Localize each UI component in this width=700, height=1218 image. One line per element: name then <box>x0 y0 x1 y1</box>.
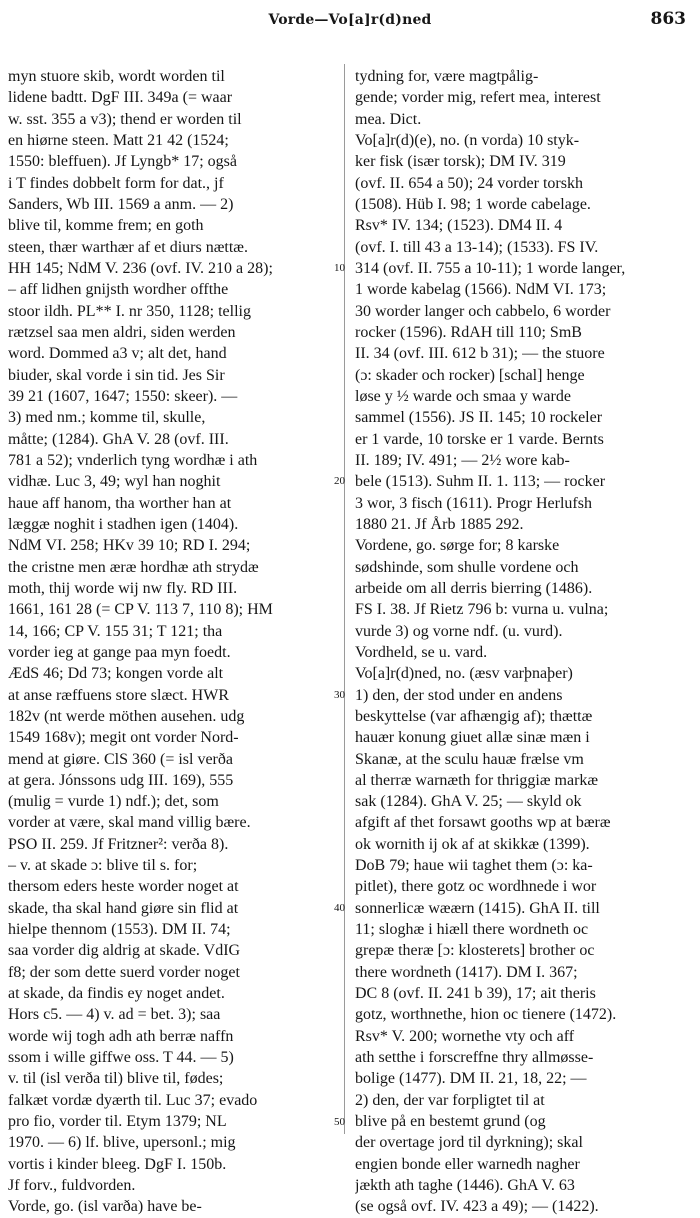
text-line: er 1 varde, 10 torske er 1 varde. Bernts <box>355 430 604 448</box>
text-line: løse y ½ warde och smaa y warde <box>355 387 571 405</box>
text-line: (ovf. I. till 43 a 13-14); (1533). FS IV. <box>355 238 599 256</box>
text-line: 1 worde kabelag (1566). NdM VI. 173; <box>355 281 607 299</box>
text-line: II. 34 (ovf. III. 612 b 31); — the stuore <box>355 345 605 363</box>
text-line: ok wornith ij ok af at skikkæ (1399). <box>355 835 590 853</box>
text-line: at skade, da findis ey noget andet. <box>8 985 225 1003</box>
text-line: der overtage jord til dyrkning); skal <box>355 1134 583 1152</box>
line-number-marker: 20 <box>334 475 345 488</box>
text-line: f8; der som dette suerd vorder noget <box>8 963 240 981</box>
text-line: PSO II. 259. Jf Fritzner²: verða 8). <box>8 835 229 853</box>
text-line: Vorde, go. (isl varða) have be- <box>8 1198 202 1216</box>
text-line: (se også ovf. IV. 423 a 49); — (1422). <box>355 1198 599 1216</box>
text-line: gende; vorder mig, refert mea, interest <box>355 89 601 107</box>
text-line: lidene badtt. DgF III. 349a (= waar <box>8 89 233 107</box>
text-line: en hiørne steen. Matt 21 42 (1524; <box>8 131 229 149</box>
page-number: 863 <box>650 9 686 29</box>
text-line: word. Dommed a3 v; alt det, hand <box>8 345 227 363</box>
text-line: w. sst. 355 a v3); thend er worden til <box>8 110 242 128</box>
text-line: måtte; (1284). GhA V. 28 (ovf. III. <box>8 430 229 448</box>
text-line: tydning for, være magtpålig- <box>355 68 539 85</box>
text-line: blive til, komme frem; en goth <box>8 217 204 235</box>
text-line: grepæ theræ [ɔ: klosterets] brother oc <box>355 942 595 960</box>
left-column <box>8 66 330 1216</box>
text-line: – aff lidhen gnijsth wordher offthe <box>8 281 229 299</box>
text-line: Skanæ, at the sculu hauæ frælse vm <box>355 750 584 768</box>
text-line: 182v (nt werde möthen ausehen. udg <box>8 707 245 725</box>
text-line: vorder at være, skal mand villig bære. <box>8 814 251 832</box>
text-line: – v. at skade ɔ: blive til s. for; <box>8 857 198 875</box>
text-line: at anse ræffuens store slæct. HWR <box>8 686 229 704</box>
text-line: vorder ieg at gange paa myn foedt. <box>8 643 231 661</box>
text-line: 1550: bleffuen). Jf Lyngb* 17; også <box>8 153 238 171</box>
text-line: 39 21 (1607, 1647; 1550: skeer). — <box>8 387 238 405</box>
text-line: 30 worder langer och cabbelo, 6 worder <box>355 302 611 320</box>
text-line: engien bonde eller warnedh nagher <box>355 1155 580 1173</box>
line-number-marker: 10 <box>334 262 345 275</box>
text-line: biuder, skal vorde i sin tid. Jes Sir <box>8 366 225 384</box>
line-number-marker: 50 <box>334 1115 345 1128</box>
text-line: vidhæ. Luc 3, 49; wyl han noghit <box>8 473 221 491</box>
text-line: arbeide om all derris bierring (1486). <box>355 579 593 597</box>
text-line: worde wij togh adh ath berræ naffn <box>8 1027 234 1045</box>
text-line: thersom eders heste worder noget at <box>8 878 239 896</box>
text-line: ath setthe i forscreffne thry allmøsse- <box>355 1049 594 1067</box>
text-line: bolige (1477). DM II. 21, 18, 22; — <box>355 1070 587 1088</box>
text-line: ssom i wille giffwe oss. T 44. — 5) <box>8 1049 234 1067</box>
text-line: rætzsel saa men aldri, siden werden <box>8 323 236 341</box>
text-line: 1970. — 6) lf. blive, upersonl.; mig <box>8 1134 236 1152</box>
text-line: Vordheld, se u. vard. <box>355 643 488 661</box>
text-line: 3 wor, 3 fisch (1611). Progr Herlufsh <box>355 494 592 512</box>
text-line: moth, thij worde wij nw fly. RD III. <box>8 579 238 597</box>
text-line: ker fisk (især torsk); DM IV. 319 <box>355 153 566 171</box>
text-line: al therræ warnæth for thriggiæ markæ <box>355 771 599 789</box>
page-header <box>0 0 700 34</box>
text-line: 14, 166; CP V. 155 31; T 121; tha <box>8 622 223 640</box>
text-line: skade, tha skal hand giøre sin flid at <box>8 899 239 917</box>
line-number-markers <box>327 66 345 1134</box>
text-line: 11; sloghæ i hiæll there wordneth oc <box>355 921 589 939</box>
text-line: Jf forv., fuldvorden. <box>8 1177 136 1195</box>
text-line: læggæ noghit i stadhen igen (1404). <box>8 515 239 533</box>
text-line: jækth ath taghe (1446). GhA V. 63 <box>355 1177 575 1195</box>
text-line: there wordneth (1417). DM I. 367; <box>355 963 578 981</box>
text-line: Sanders, Wb III. 1569 a anm. — 2) <box>8 195 234 213</box>
text-line: (1508). Hüb I. 98; 1 worde cabelage. <box>355 195 591 213</box>
text-line: saa vorder dig aldrig at skade. VdIG <box>8 942 241 960</box>
text-line: (mulig = vurde 1) ndf.); det, som <box>8 793 219 811</box>
text-line: hielpe thennom (1553). DM II. 74; <box>8 921 231 939</box>
text-line: afgift af thet forsawt gooths wp at bæræ <box>355 814 611 832</box>
text-line: 781 a 52); vnderlich tyng wordhæ i ath <box>8 451 258 469</box>
text-line: sonnerlicæ wæærn (1415). GhA II. till <box>355 899 600 917</box>
text-line: NdM VI. 258; HKv 39 10; RD I. 294; <box>8 537 251 555</box>
text-line: Vordene, go. sørge for; 8 karske <box>355 537 560 555</box>
text-line: vortis i kinder bleeg. DgF I. 150b. <box>8 1155 227 1173</box>
text-line: II. 189; IV. 491; — 2½ wore kab- <box>355 451 570 469</box>
text-line: stoor ildh. PL** I. nr 350, 1128; tellig <box>8 302 251 320</box>
text-line: steen, thær warthær af et diurs nættæ. <box>8 238 248 256</box>
text-line: myn stuore skib, wordt worden til <box>8 68 225 85</box>
text-line: HH 145; NdM V. 236 (ovf. IV. 210 a 28); <box>8 259 273 277</box>
text-line: beskyttelse (var afhængig af); thættæ <box>355 707 593 725</box>
text-line: at gera. Jónssons udg III. 169), 555 <box>8 771 234 789</box>
text-line: FS I. 38. Jf Rietz 796 b: vurna u. vulna; <box>355 601 609 619</box>
text-line: DC 8 (ovf. II. 241 b 39), 17; ait theris <box>355 985 596 1003</box>
text-line: sammel (1556). JS II. 145; 10 rockeler <box>355 409 603 427</box>
text-line: falkæt vordæ dyærth til. Luc 37; evado <box>8 1091 258 1109</box>
text-line: Rsv* V. 200; wornethe vty och aff <box>355 1027 575 1045</box>
text-line: 1661, 161 28 (= CP V. 113 7, 110 8); HM <box>8 601 273 619</box>
text-line: 314 (ovf. II. 755 a 10-11); 1 worde langer, <box>355 259 626 277</box>
text-line: ÆdS 46; Dd 73; kongen vorde alt <box>8 665 224 683</box>
text-line: hauær konung giuet allæ sinæ mæn i <box>355 729 590 747</box>
text-line: pitlet), there gotz oc wordhnede i wor <box>355 878 597 896</box>
text-line: mend at giøre. ClS 360 (= isl verða <box>8 750 233 768</box>
text-line: 2) den, der var forpligtet til at <box>355 1091 545 1109</box>
text-line: sak (1284). GhA V. 25; — skyld ok <box>355 793 582 811</box>
text-line: vurde 3) og vorne ndf. (u. vurd). <box>355 622 563 640</box>
text-line: sødshinde, som shulle vordene och <box>355 558 579 576</box>
text-line: 3) med nm.; komme til, skulle, <box>8 409 206 427</box>
text-line: Hors c5. — 4) v. ad = bet. 3); saa <box>8 1006 221 1024</box>
text-line: Vo[a]r(d)(e), no. (n vorda) 10 styk- <box>355 131 580 149</box>
text-line: 1880 21. Jf Årb 1885 292. <box>355 515 524 533</box>
text-line: gotz, worthnethe, hion oc tienere (1472). <box>355 1006 617 1024</box>
text-line: the cristne men æræ hordhæ ath strydæ <box>8 558 259 576</box>
text-line: (ovf. II. 654 a 50); 24 vorder torskh <box>355 174 583 192</box>
text-line: Vo[a]r(d)ned, no. (æsv varþnaþer) <box>355 665 573 683</box>
text-line: rocker (1596). RdAH till 110; SmB <box>355 323 582 341</box>
text-line: 1) den, der stod under en andens <box>355 686 563 704</box>
text-line: DoB 79; haue wii taghet them (ɔ: ka- <box>355 857 593 875</box>
right-column <box>355 66 690 1216</box>
text-line: bele (1513). Suhm II. 1. 113; — rocker <box>355 473 606 491</box>
text-line: haue aff hanom, tha worther han at <box>8 494 232 512</box>
text-line: (ɔ: skader och rocker) [schal] henge <box>355 366 585 384</box>
text-line: i T findes dobbelt form for dat., jf <box>8 174 224 192</box>
text-line: pro fio, vorder til. Etym 1379; NL <box>8 1113 227 1131</box>
text-line: 1549 168v); megit ont vorder Nord- <box>8 729 239 747</box>
running-title: Vorde—Vo[a]r(d)ned <box>268 12 432 28</box>
line-number-marker: 40 <box>334 902 345 915</box>
text-line: blive på en bestemt grund (og <box>355 1113 546 1131</box>
text-line: Rsv* IV. 134; (1523). DM4 II. 4 <box>355 217 563 235</box>
text-line: mea. Dict. <box>355 110 422 128</box>
line-number-marker: 30 <box>334 688 345 701</box>
text-line: v. til (isl verða til) blive til, fødes; <box>8 1070 224 1088</box>
